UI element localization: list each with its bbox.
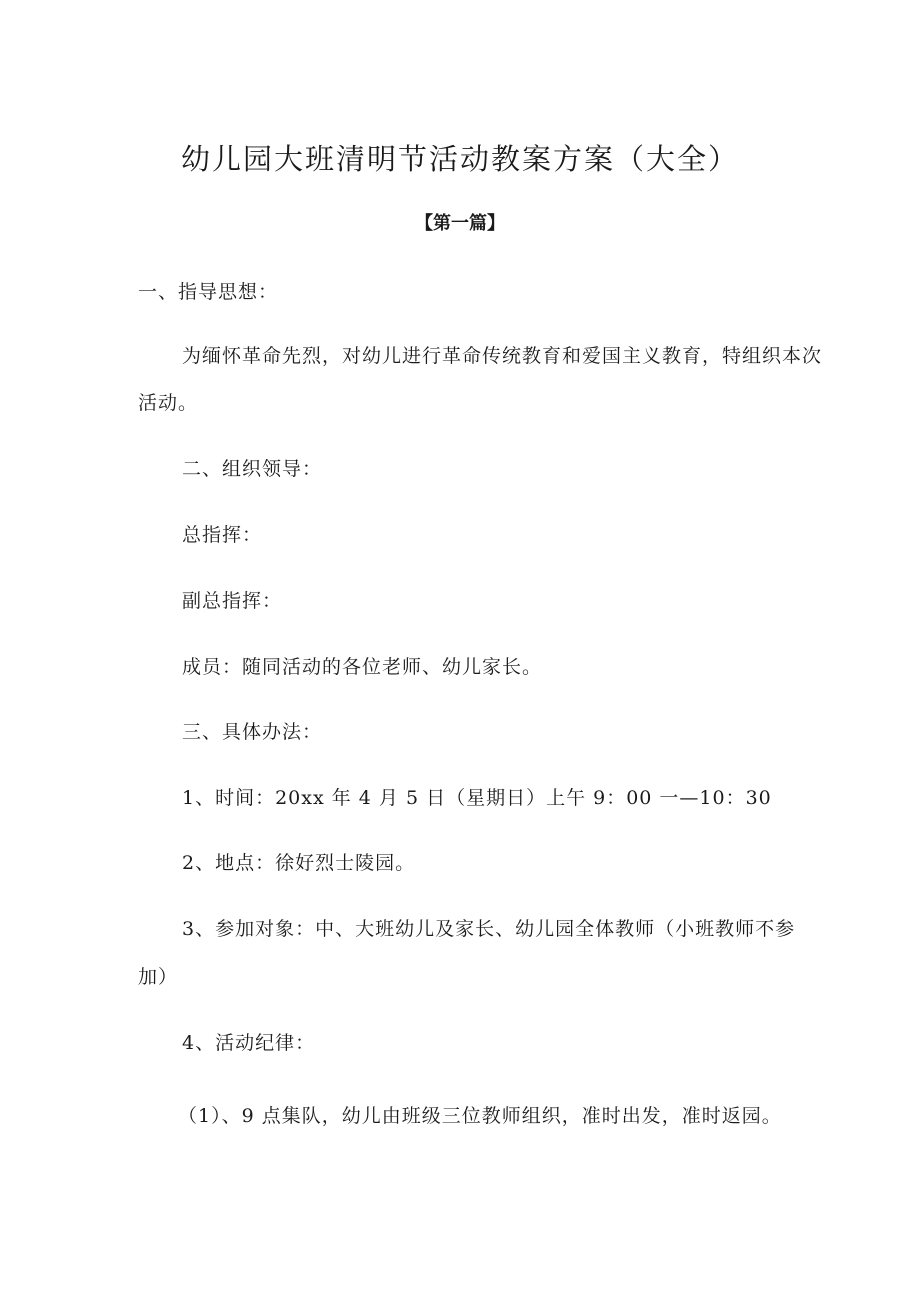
item-1-time: 1、时间：20xx 年 4 月 5 日（星期日）上午 9：00 一—10：30 <box>182 787 772 809</box>
item-3-participants-line-2: 加） <box>138 966 179 988</box>
section-2-heading: 二、组织领导： <box>182 458 323 480</box>
section-1-paragraph-line-1: 为缅怀革命先烈，对幼儿进行革命传统教育和爱国主义教育，特组织本次 <box>182 345 823 367</box>
section-1-heading: 一、指导思想： <box>138 281 279 303</box>
vice-commander-line: 副总指挥： <box>182 590 283 612</box>
part-heading: 【第一篇】 <box>415 213 505 234</box>
commander-line: 总指挥： <box>182 524 263 546</box>
item-4-sub-1: （1）、9 点集队，幼儿由班级三位教师组织，准时出发，准时返园。 <box>178 1105 782 1127</box>
members-line: 成员：随同活动的各位老师、幼儿家长。 <box>182 656 543 678</box>
item-2-place: 2、地点：徐好烈士陵园。 <box>182 852 416 874</box>
section-3-heading: 三、具体办法： <box>182 721 323 743</box>
item-3-participants-line-1: 3、参加对象：中、大班幼儿及家长、幼儿园全体教师（小班教师不参 <box>182 918 796 940</box>
document-title: 幼儿园大班清明节活动教案方案（大全） <box>180 142 739 176</box>
section-1-paragraph-line-2: 活动。 <box>138 392 199 414</box>
item-4-discipline: 4、活动纪律： <box>182 1032 316 1054</box>
